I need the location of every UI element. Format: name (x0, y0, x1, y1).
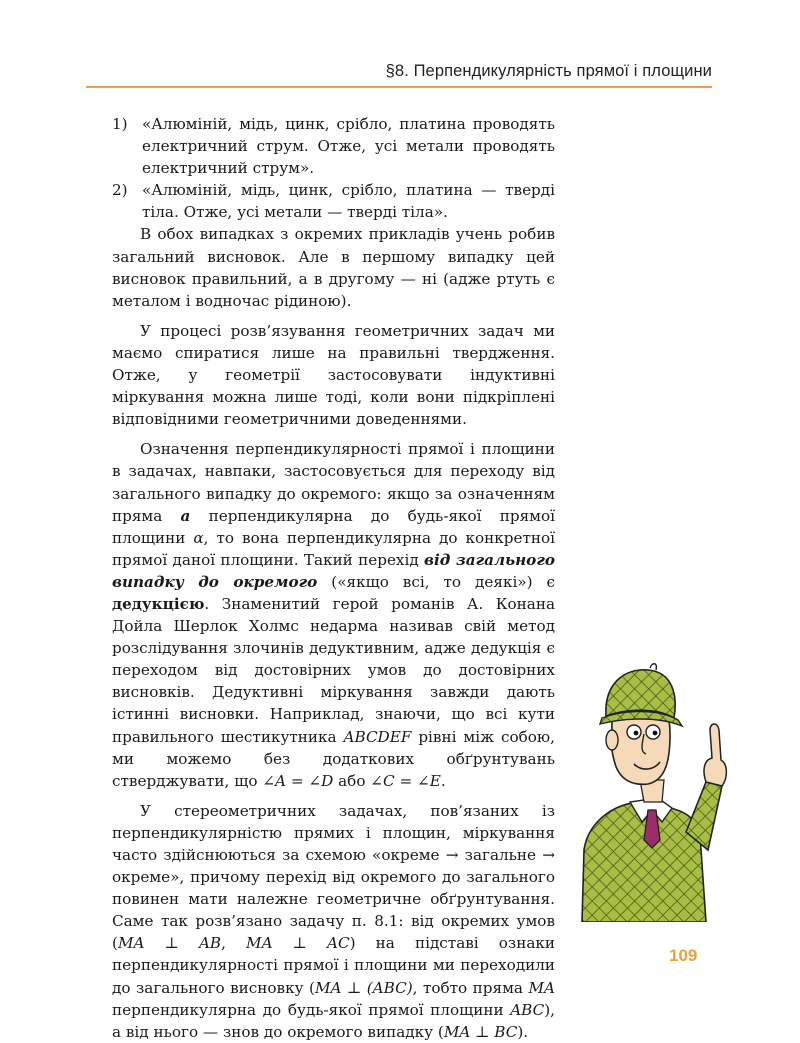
ear (606, 730, 618, 750)
text-run: . (440, 771, 446, 790)
paragraph (112, 438, 555, 792)
hat-bow (650, 664, 656, 670)
sherlock-holmes-illustration (578, 660, 728, 922)
list-item (112, 179, 555, 223)
math-expression: MA ⊥ AB (117, 934, 222, 953)
text-run: перпендикулярна до будь-якої прямої площини (112, 1000, 511, 1019)
text-run: , то вона перпендикулярна до конкретної прямої даної площини. Такий перехід (112, 528, 555, 569)
text-run: Означення перпендикулярності прямої і площини в задачах, навпаки, застосовується для переходу від загального випадку до окремого: якщо за означенням пряма (112, 440, 555, 525)
text-run: ), а від нього — знов до окремого випадку ( (112, 1000, 555, 1041)
text-run: ). (517, 1022, 529, 1041)
paragraph: У процесі розв’язування геометричних задач ми маємо спиратися лише на правильні твердження. Отже, у геометрії застосовувати індуктивні міркування можна лише тоді, коли вони підкріплені відповідними геометричними доведеннями. (112, 321, 555, 429)
text-run: , тобто пряма (412, 978, 529, 997)
math-expression: ABC (510, 1000, 545, 1019)
paragraph: В обох випадках з окремих прикладів учень робив загальний висновок. Але в першому випадку цей висновок правильний, а в другому — ні (адже ртуть є металом і водночас рідиною). (112, 225, 555, 310)
math-expression: ∠C = ∠E (370, 771, 441, 790)
text-run: . Знаменитий герой романів А. Конана Дойла Шерлок Холмс недарма називав свій метод розслідування злочинів дедуктивним, адже дедукція є переходом від достовірних умов до достовірних висновків. Дедуктивні міркування завжди дають істинні висновки. Наприклад, знаючи, що всі кути правильного шестикутника (112, 594, 555, 746)
math-expression: ∠A = ∠D (262, 771, 334, 790)
math-expression: MA ⊥ BC (443, 1022, 518, 1041)
section-title: §8. Перпендикулярність прямої і площини (385, 62, 712, 80)
list-text: «Алюміній, мідь, цинк, срібло, платина — тверді тіла. Отже, усі метали — тверді тіла». (142, 181, 555, 222)
pupil (634, 731, 639, 736)
math-expression: MA ⊥ (ABC) (314, 978, 413, 997)
emphasis-text: від загального випадку до окремого (112, 550, 555, 591)
main-text (112, 113, 555, 1043)
deerstalker-hat (606, 670, 675, 718)
text-run: ) на підставі ознаки перпендикулярності прямої і площини ми переходили до загального висновку ( (112, 934, 555, 997)
list-number: 2) (112, 181, 128, 200)
math-expression: MA (528, 978, 555, 997)
variable-a: a (180, 506, 191, 525)
list-text: «Алюміній, мідь, цинк, срібло, платина проводять електричний струм. Отже, усі метали проводять електричний струм». (142, 115, 555, 178)
text-run: перпендикулярна до будь-якої прямої площини (112, 506, 555, 547)
list-item (112, 113, 555, 179)
text-run: , (221, 934, 247, 953)
page-number: 109 (669, 946, 698, 965)
paragraph (112, 800, 555, 1043)
pupil (653, 731, 658, 736)
text-run: У стереометричних задачах, пов’язаних із перпендикулярністю прямих і площин, міркування часто здійснюються за схемою «окреме → загальне → окреме», причому перехід від окремого до загального повинен мати належне геометричне обґрунтування. Саме так розв’язано задачу п. 8.1: від окремих умов ( (112, 801, 555, 953)
math-expression: ABCDEF (343, 727, 412, 746)
plane-symbol: α (193, 528, 204, 547)
list-number: 1) (112, 115, 128, 133)
hand-icon (704, 724, 726, 786)
text-run: («якщо всі, то деякі») є (317, 572, 555, 591)
text-run: або (333, 771, 371, 790)
text-run: рівні між собою, ми можемо без додаткових обґрунтувань стверджувати, що (112, 727, 555, 790)
bold-term: дедукцією (112, 594, 205, 613)
math-expression: MA ⊥ AC (246, 934, 350, 953)
header-rule (86, 86, 712, 88)
